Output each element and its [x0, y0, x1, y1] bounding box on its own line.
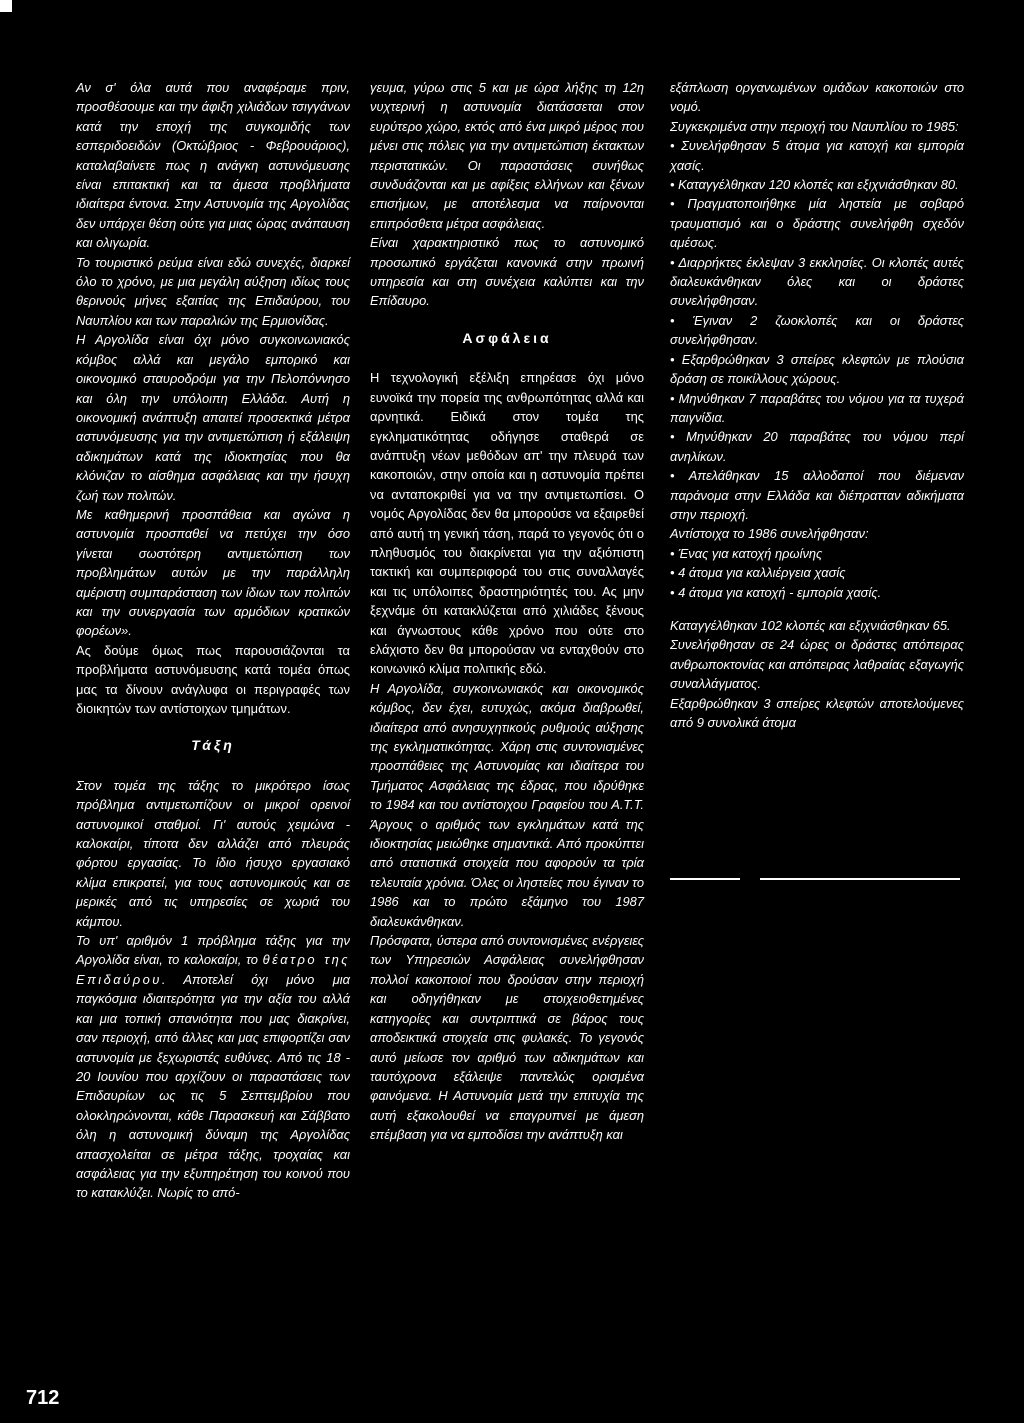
paragraph: Το τουριστικό ρεύμα είναι εδώ συνεχές, διαρκεί όλο το χρόνο, με μια μεγάλη αύξηση ιδίως τους θερινούς μήνες εξαιτίας της Επιδαύρου, του Ναυπλίου και των παραλιών της Ερμιονίδας. — [76, 254, 350, 328]
emphasis-theatre: θέατρο της Επιδαύρου — [76, 952, 350, 987]
paragraph: Η τεχνολογική εξέλιξη επηρέασε όχι μόνο ευνοϊκά την πορεία της ανθρωπότητας αλλά και αρνητικά. Ειδικά στον τομέα της εγκληματικότητας οδήγησε σταθερά σε ανάπτυξη νέων μεθόδων απ' την πλευρά των κακοποιών, στην οποία και η αστυνομία πρέπει να ανταποκριθεί για να την αντιμετωπίσει. Ο νομός Αργολίδας δεν θα μπορούσε να εξαιρεθεί από αυτή τη γενική τάση, παρά το γεγονός ότι ο πληθυσμός του διακρίνεται για την αξιόπιστη τακτική και συμπεριφορά του στις συναλλαγές και τις υπόλοιπες δραστηριότητές του. Ας μην ξεχνάμε ότι κατακλύζεται από χιλιάδες ξένους και άγνωστους κάθε χρόνο που ούτε στο ελάχιστο δεν θα μπορούσαν να ενταχθούν στο κοινωνικό κλίμα πολιτικής εδώ. — [370, 370, 644, 677]
bullet-item: • Πραγματοποιήθηκε μία ληστεία με σοβαρό τραυματισμό και ο δράστης συνελήφθη σχεδόν αμέσως. — [670, 194, 964, 252]
corner-mark — [0, 0, 12, 12]
section-heading-taxi: Τάξη — [191, 737, 235, 754]
paragraph — [76, 931, 350, 1203]
paragraph: Αντίστοιχα το 1986 συνελήφθησαν: — [670, 526, 869, 542]
paragraph: Αν σ' όλα αυτά που αναφέραμε πριν, προσθέσουμε και την άφιξη χιλιάδων τσιγγάνων κατά την εποχή της συγκομιδής των εσπεριδοειδών (Οκτώβριος - Φεβρουάριος), καταλαβαίνετε πως η ανάγκη αστυνόμευσης είναι επιτακτική και τα άμεσα προβλήματα ιδιαίτερα έντονα. Στην Αστυνομία της Αργολίδας δεν υπάρχει θέση ούτε για μιας ώρας ανάπαυση και ολιγωρία. — [76, 80, 350, 251]
paragraph: Συγκεκριμένα στην περιοχή του Ναυπλίου το 1985: — [670, 118, 959, 134]
column-2 — [370, 78, 644, 1145]
paragraph: Ας δούμε όμως πως παρουσιάζονται τα προβλήματα αστυνόμευσης κατά τομέα όπως μας τα δίνουν ανάγλυφα οι περιγραφές των διοικητών των αντίστοιχων τμημάτων. — [76, 642, 350, 716]
paragraph: Με καθημερινή προσπάθεια και αγώνα η αστυνομία προσπαθεί να πετύχει την όσο γίνεται σωστότερη αντιμετώπιση των προβλημάτων αυτών με την παράλληλη αμέριστη συμπαράσταση των ίδιων των πολιτών και την συνεργασία των αρμόδιων κρατικών φορέων». — [76, 506, 350, 639]
bullet-item: • Έγιναν 2 ζωοκλοπές και οι δράστες συνελήφθησαν. — [670, 311, 964, 350]
bullet-item: • Μηνύθηκαν 20 παραβάτες του νόμου περί ανηλίκων. — [670, 427, 964, 466]
bullet-item: • Συνελήφθησαν 5 άτομα για κατοχή και εμπορία χασίς. — [670, 136, 964, 175]
section-heading-asfaleia: Ασφάλεια — [462, 329, 552, 346]
bullet-item: • Μηνύθηκαν 7 παραβάτες του νόμου για τα τυχερά παιγνίδια. — [670, 389, 964, 428]
paragraph: Συνελήφθησαν σε 24 ώρες οι δράστες απόπειρας ανθρωποκτονίας και απόπειρας λαθραίας εξαγωγής συναλλάγματος. — [670, 637, 964, 692]
bullet-item: • 4 άτομα για κατοχή - εμπορία χασίς. — [670, 583, 964, 602]
paragraph: Καταγγέλθηκαν 102 κλοπές και εξιχνιάσθηκαν 65. — [670, 617, 951, 633]
paragraph: Πρόσφατα, ύστερα από συντονισμένες ενέργειες των Υπηρεσιών Ασφάλειας συνελήφθησαν πολλοί κακοποιοί που δρούσαν στην περιοχή και οδηγήθηκαν με στοιχειοθετημένες κατηγορίες και συντριπτικά σε βάρος τους αποδεικτικά στοιχεία στις φυλακές. Το γεγονός αυτό μείωσε τον αριθμό των αδικημάτων και ταυτόχρονα εξάλειψε παντελώς ορισμένα φαινόμενα. Η Αστυνομία μετά την επιτυχία της αυτή εξακολουθεί να επαγρυπνεί με άμεση επέμβαση για να εμποδίσει την ανάπτυξη και — [370, 933, 644, 1143]
bullet-item: • Απελάθηκαν 15 αλλοδαποί που διέμεναν παράνομα στην Ελλάδα και διέπρατταν αδικήματα στην περιοχή. — [670, 466, 964, 524]
bullet-item: • Εξαρθρώθηκαν 3 σπείρες κλεφτών με πλούσια δράση σε ποικίλλους χώρους. — [670, 350, 964, 389]
text-run: . Αποτελεί όχι μόνο μια παγκόσμια ιδιαιτερότητα για την αξία του αλλά και μια τοπική σπανιότητα που μας διακρίνει, σαν περιοχή, από άλλες και μας επιφορτίζει σαν αστυνομία με ξεχωριστές ευθύνες. Από τις 18 - 20 Ιουνίου που αρχίζουν οι παραστάσεις των Επιδαυρίων ως τις 5 Σεπτεμβρίου που ολοκληρώνονται, κάθε Παρασκευή και Σάββατο όλη η αστυνομική δύναμη της Αργολίδας απασχολείται σε μέτρα τάξης, τροχαίας και ασφάλειας για την εξυπηρέτηση του κοινού που το κατακλύζει. Νωρίς το από- — [76, 971, 350, 1201]
text-run: Το υπ' αριθμόν 1 πρόβλημα τάξης για την Αργολίδα είναι, το καλοκαίρι, το — [76, 933, 350, 968]
bullet-item: • Διαρρήκτες έκλεψαν 3 εκκλησίες. Οι κλοπές αυτές διαλευκάνθηκαν όλες και οι δράστες συνελήφθησαν. — [670, 253, 964, 311]
bullet-item: • Καταγγέλθηκαν 120 κλοπές και εξιχνιάσθηκαν 80. — [670, 175, 964, 194]
list-1986 — [670, 544, 964, 602]
paragraph: εξάπλωση οργανωμένων ομάδων κακοποιών στο νομό. — [670, 80, 964, 115]
column-3 — [670, 78, 964, 732]
column-end-rule — [760, 878, 960, 880]
column-1 — [76, 78, 350, 1203]
column-end-rule — [670, 878, 740, 880]
page-number: 712 — [26, 1387, 60, 1409]
paragraph: Στον τομέα της τάξης το μικρότερο ίσως πρόβλημα αντιμετωπίζουν οι μικροί ορεινοί αστυνομικοί σταθμοί. Γι' αυτούς χειμώνα - καλοκαίρι, τίποτα δεν αλλάζει από πλευράς φόρτου εργασίας. Το ίδιο ήσυχο εργασιακό κλίμα επικρατεί, για τους αστυνομικούς και σε μερικές από τις υπηρεσίες σε χωριά του κάμπου. — [76, 777, 350, 929]
paragraph: Η Αργολίδα, συγκοινωνιακός και οικονομικός κόμβος, δεν έχει, ευτυχώς, ακόμα διαβρωθεί, ιδιαίτερα από ανησυχητικούς ρυθμούς αύξησης της εγκληματικότητας. Χάρη στις συντονισμένες προσπάθειες της Αστυνομίας και ιδιαίτερα του Τμήματος Ασφάλειας της έδρας, που ιδρύθηκε το 1984 και του αντίστοιχου Γραφείου του Α.Τ.Τ. Άργους ο αριθμός των εγκλημάτων κατά της ιδιοκτησίας μειώθηκε σημαντικά. Από προκύπτει από στατιστικά στοιχεία που αφορούν τα τρία τελευταία χρόνια. Όλες οι ληστείες που έγιναν το 1986 και το πρώτο εξάμηνο του 1987 διαλευκάνθηκαν. — [370, 680, 644, 929]
paragraph: Είναι χαρακτηριστικό πως το αστυνομικό προσωπικό εργάζεται κανονικά στην πρωινή υπηρεσία και στη συνέχεια καλύπτει και την Επίδαυρο. — [370, 235, 644, 309]
paragraph: Η Αργολίδα είναι όχι μόνο συγκοινωνιακός κόμβος αλλά και μεγάλο εμπορικό και οικονομικό σταυροδρόμι για την Πελοπόννησο και όλη την υπόλοιπη Ελλάδα. Αυτή η οικονομική ανάπτυξη απαιτεί προσεκτικά μέτρα αστυνόμευσης για την αντιμετώπιση ή εξάλειψη αδικημάτων κατά της ιδιοκτησίας που θα κλόνιζαν το αίσθημα ασφάλειας και την ήσυχη ζωή των πολιτών. — [76, 332, 350, 503]
list-1985 — [670, 136, 964, 524]
paragraph: γευμα, γύρω στις 5 και με ώρα λήξης τη 12η νυχτερινή η αστυνομία διατάσσεται στον ευρύτερο χώρο, εκτός από ένα μικρό μέρος που μένει στις πόλεις για την αντιμετώπιση έκτακτων περιστατικών. Οι παραστάσεις συνήθως συνδυάζονται και με αφίξεις ελλήνων και ξένων επισήμων, με αποτέλεσμα να παίρνονται επιπρόσθετα μέτρα ασφάλειας. — [370, 80, 644, 231]
bullet-item: • 4 άτομα για καλλιέργεια χασίς — [670, 563, 964, 582]
bullet-item: • Ένας για κατοχή ηρωίνης — [670, 544, 964, 563]
paragraph: Εξαρθρώθηκαν 3 σπείρες κλεφτών αποτελούμενες από 9 συνολικά άτομα — [670, 695, 964, 730]
